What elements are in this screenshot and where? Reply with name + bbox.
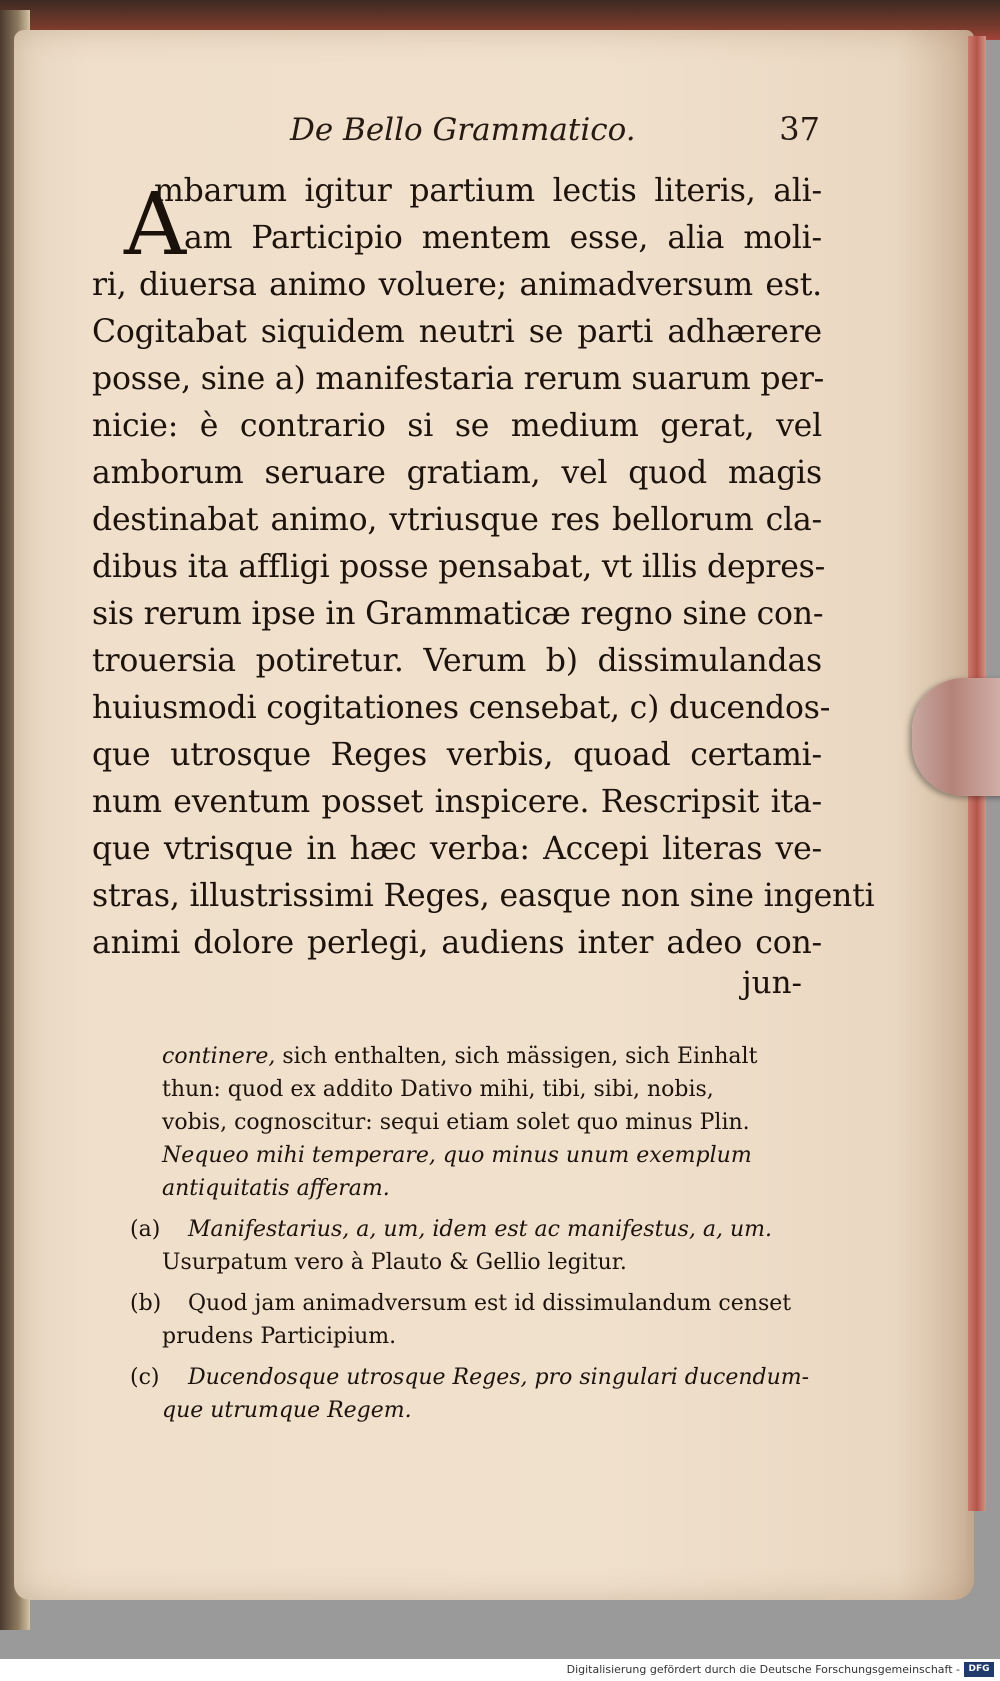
text-line: ri, diuersa animo voluere; animadversum est. xyxy=(92,267,822,303)
page-number: 37 xyxy=(779,110,820,148)
text-line: animi dolore perlegi, audiens inter adeo con- xyxy=(92,925,822,961)
footnote-c xyxy=(130,1361,822,1427)
footnote-text: vobis, cognoscitur: sequi etiam solet quo minus Plin. xyxy=(162,1110,750,1135)
digitization-footer xyxy=(0,1659,1000,1681)
text-line: huiusmodi cogitationes censebat, c) ducendos- xyxy=(92,690,831,726)
text-line: trouersia potiretur. Verum b) dissimulandas xyxy=(92,643,822,679)
text-line: stras, illustrissimi Reges, easque non sine ingenti xyxy=(92,878,875,914)
catchword: jun- xyxy=(742,965,803,1001)
page-clip xyxy=(912,678,1000,796)
footnote-text: Manifestarius, a, um, idem est ac manifestus, a, um. xyxy=(188,1217,772,1242)
footnote-line: Nequeo mihi temperare, quo minus unum exemplum xyxy=(162,1143,752,1168)
footer-text: Digitalisierung gefördert durch die Deutsche Forschungsgemeinschaft - xyxy=(566,1663,960,1676)
footnote-text: thun: quod ex addito Dativo mihi, tibi, sibi, nobis, xyxy=(162,1077,714,1102)
text-line: num eventum posset inspicere. Rescripsit ita- xyxy=(92,784,822,820)
footnote-italic: continere, xyxy=(162,1044,276,1069)
footnote-continuation xyxy=(130,1040,822,1205)
footnote-a xyxy=(130,1213,822,1279)
text-line: am Participio mentem esse, alia moli- xyxy=(184,220,822,256)
footnote-text: prudens Participium. xyxy=(162,1324,397,1349)
footnote-line xyxy=(162,1073,822,1106)
text-line: nicie: è contrario si se medium gerat, vel xyxy=(92,408,822,444)
main-text xyxy=(92,168,875,967)
footnote-b xyxy=(130,1287,822,1353)
footnote-text: Ducendosque utrosque Reges, pro singulari ducendum- xyxy=(188,1365,810,1390)
text-line: amborum seruare gratiam, vel quod magis xyxy=(92,455,822,491)
running-head-title: De Bello Grammatico. xyxy=(290,112,636,148)
footnote-text: Usurpatum vero à Plauto & Gellio legitur. xyxy=(162,1250,627,1275)
footnote-text: que utrumque Regem. xyxy=(162,1398,412,1423)
footnote-mark: (a) xyxy=(130,1217,161,1242)
text-line: sis rerum ipse in Grammaticæ regno sine con- xyxy=(92,596,824,632)
footnote-mark: (c) xyxy=(130,1365,160,1390)
drop-cap: A xyxy=(124,175,187,275)
footnote-line: antiquitatis afferam. xyxy=(162,1176,390,1201)
footnote-line xyxy=(162,1106,822,1139)
text-line: destinabat animo, vtriusque res bellorum cla- xyxy=(92,502,822,538)
text-line: posse, sine a) manifestaria rerum suarum per- xyxy=(92,361,825,397)
footnote-text: sich enthalten, sich mässigen, sich Einhalt xyxy=(275,1044,758,1069)
running-head xyxy=(290,108,820,156)
text-line: mbarum igitur partium lectis literis, ali- xyxy=(154,173,822,209)
footnote-text: Quod jam animadversum est id dissimulandum censet xyxy=(188,1291,792,1316)
text-line: dibus ita affligi posse pensabat, vt illis depres- xyxy=(92,549,826,585)
text-line: que utrosque Reges verbis, quoad certami- xyxy=(92,737,822,773)
text-line: que vtrisque in hæc verba: Accepi literas ve- xyxy=(92,831,822,867)
footnote-mark: (b) xyxy=(130,1291,162,1316)
footnote-line xyxy=(162,1040,822,1073)
dfg-logo-icon: DFG xyxy=(964,1662,994,1677)
text-line: Cogitabat siquidem neutri se parti adhærere xyxy=(92,314,822,350)
footnotes xyxy=(130,1040,822,1427)
